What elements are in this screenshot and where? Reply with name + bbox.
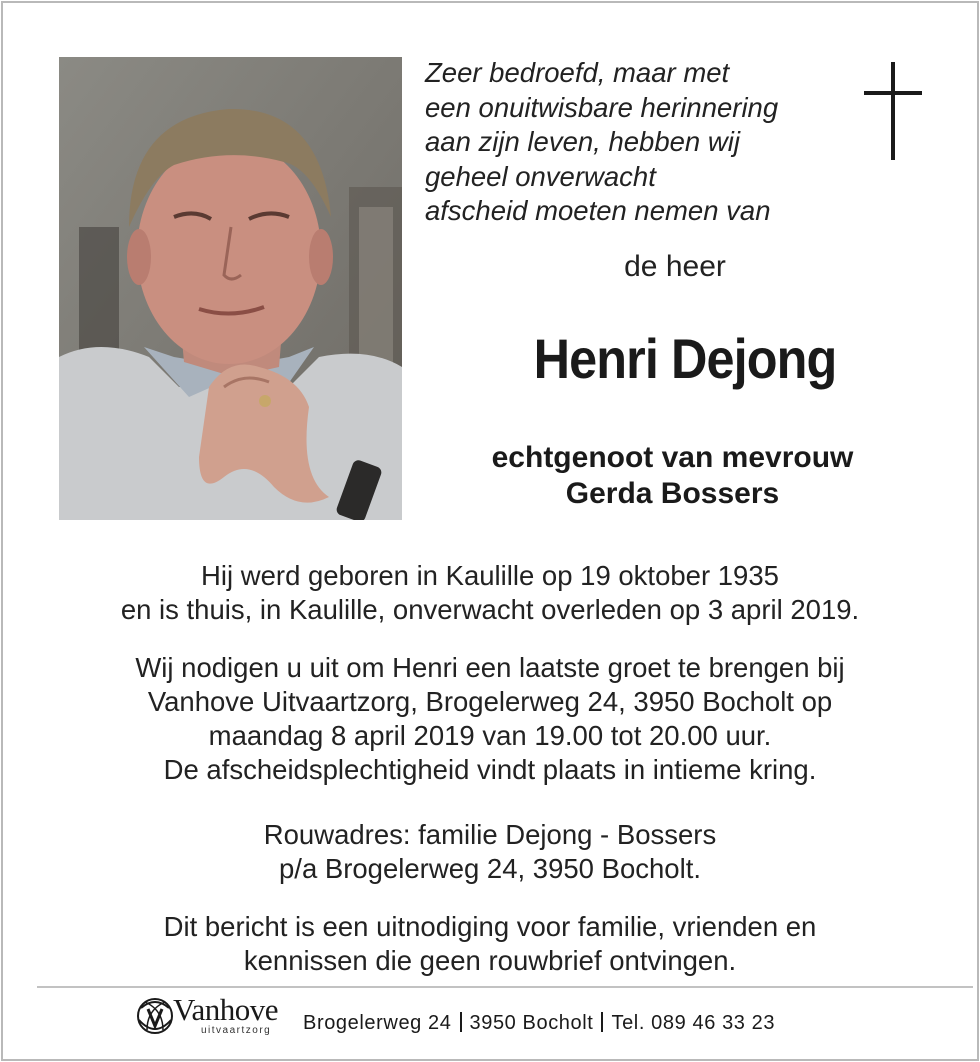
logo-subtitle: uitvaartzorg (201, 1025, 272, 1036)
intro-line: Zeer bedroefd, maar met (425, 57, 730, 88)
paragraph-line: Vanhove Uitvaartzorg, Brogelerweg 24, 3950 Bocholt op (147, 686, 833, 717)
intro-line: aan zijn leven, hebben wij (425, 126, 740, 157)
spouse-line-1: echtgenoot van mevrouw (491, 441, 854, 474)
footer-separator (601, 1012, 603, 1032)
paragraph-line: kennissen die geen rouwbrief ontvingen. (243, 945, 737, 976)
paragraph-line: Hij werd geboren in Kaulille op 19 oktober 1935 (201, 560, 779, 591)
intro-line: een onuitwisbare herinnering (425, 91, 779, 123)
paragraph-line: Rouwadres: familie Dejong - Bossers (263, 819, 717, 850)
paragraph-line: Wij nodigen u uit om Henri een laatste groet te brengen bij (135, 652, 845, 683)
spouse-info (440, 440, 905, 512)
invitation-paragraph (40, 651, 940, 787)
footer-contact (303, 1012, 775, 1035)
footer-address: Brogelerweg 24 (303, 1012, 452, 1034)
honorific: de heer (624, 250, 726, 283)
footer-phone: Tel. 089 46 33 23 (611, 1012, 776, 1034)
cross-icon (864, 62, 922, 160)
funeral-home-logo (133, 992, 293, 1042)
paragraph-line: en is thuis, in Kaulille, onverwacht overleden op 3 april 2019. (120, 594, 860, 625)
footer-divider (37, 986, 973, 988)
logo-name: Vanhove (173, 992, 278, 1027)
portrait-photo (59, 57, 402, 520)
paragraph-line: Dit bericht is een uitnodiging voor familie, vrienden en (163, 911, 817, 942)
birth-death-paragraph (40, 559, 940, 627)
footer-separator (460, 1012, 462, 1032)
intro-line: afscheid moeten nemen van (425, 195, 771, 226)
deceased-name: Henri Dejong (533, 327, 837, 390)
paragraph-line: maandag 8 april 2019 van 19.00 tot 20.00 uur. (208, 720, 772, 751)
intro-text (425, 56, 845, 229)
notice-paragraph (40, 910, 940, 978)
paragraph-line: De afscheidsplechtigheid vindt plaats in intieme kring. (163, 754, 817, 785)
mourning-address-paragraph (40, 818, 940, 886)
paragraph-line: p/a Brogelerweg 24, 3950 Bocholt. (279, 853, 701, 884)
spouse-line-2: Gerda Bossers (565, 477, 780, 510)
intro-line: geheel onverwacht (425, 160, 656, 192)
footer-city: 3950 Bocholt (469, 1012, 594, 1034)
vanhove-logo-icon (133, 994, 177, 1038)
